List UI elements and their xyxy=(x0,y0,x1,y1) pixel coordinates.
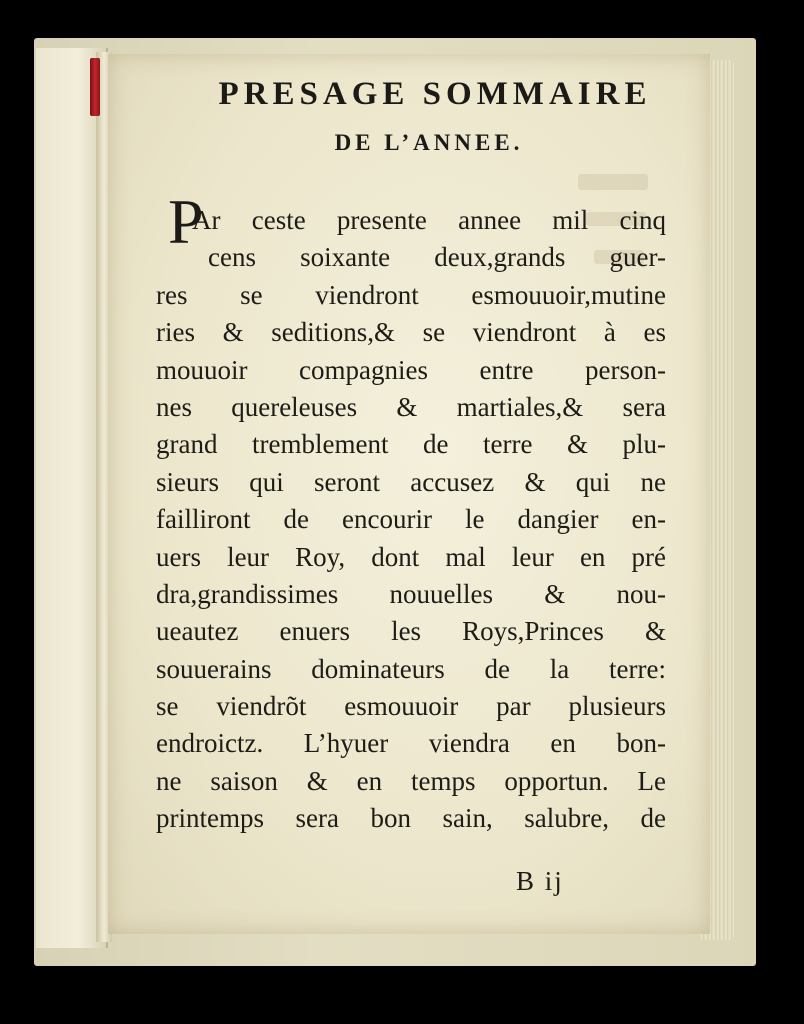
text-line: nes quereleuses & martiales,& sera xyxy=(156,391,666,422)
text-line: Ar ceste presente annee mil cinq xyxy=(192,205,666,235)
signature-mark: B ij xyxy=(516,866,564,896)
page-heading: PRESAGE SOMMAIRE xyxy=(218,76,652,112)
text-line: dra,grandissimes nouuelles & nou- xyxy=(156,578,666,609)
text-line: souuerains dominateurs de la terre: xyxy=(156,653,666,684)
text-line: mouuoir compagnies entre person- xyxy=(156,354,666,385)
text-line: sieurs qui seront accusez & qui ne xyxy=(156,466,666,497)
recto-page xyxy=(108,54,710,934)
text-line: failliront de encourir le dangier en- xyxy=(156,504,666,535)
text-line: ueautez enuers les Roys,Princes & xyxy=(156,616,666,647)
red-ribbon-bookmark xyxy=(90,58,100,116)
text-line: res se viendront esmouuoir,mutine xyxy=(156,279,666,310)
text-line: grand tremblement de terre & plu- xyxy=(156,429,666,460)
text-line: ries & seditions,& se viendront à es xyxy=(156,317,666,348)
text-line: endroictz. L’hyuer viendra en bon- xyxy=(156,728,666,759)
bleed-through-mark xyxy=(578,174,648,190)
body-text xyxy=(156,202,666,838)
text-line: printemps sera bon sain, salubre, de xyxy=(156,803,666,834)
text-line: uers leur Roy, dont mal leur en pré xyxy=(156,541,666,572)
text-line: cens soixante deux,grands guer- xyxy=(208,242,666,273)
text-line: ne saison & en temps opportun. Le xyxy=(156,765,666,796)
text-line: se viendrõt esmouuoir par plusieurs xyxy=(156,691,666,722)
page-subheading: DE L’ANNEE. xyxy=(334,130,524,155)
drop-cap-initial: P xyxy=(168,186,204,257)
